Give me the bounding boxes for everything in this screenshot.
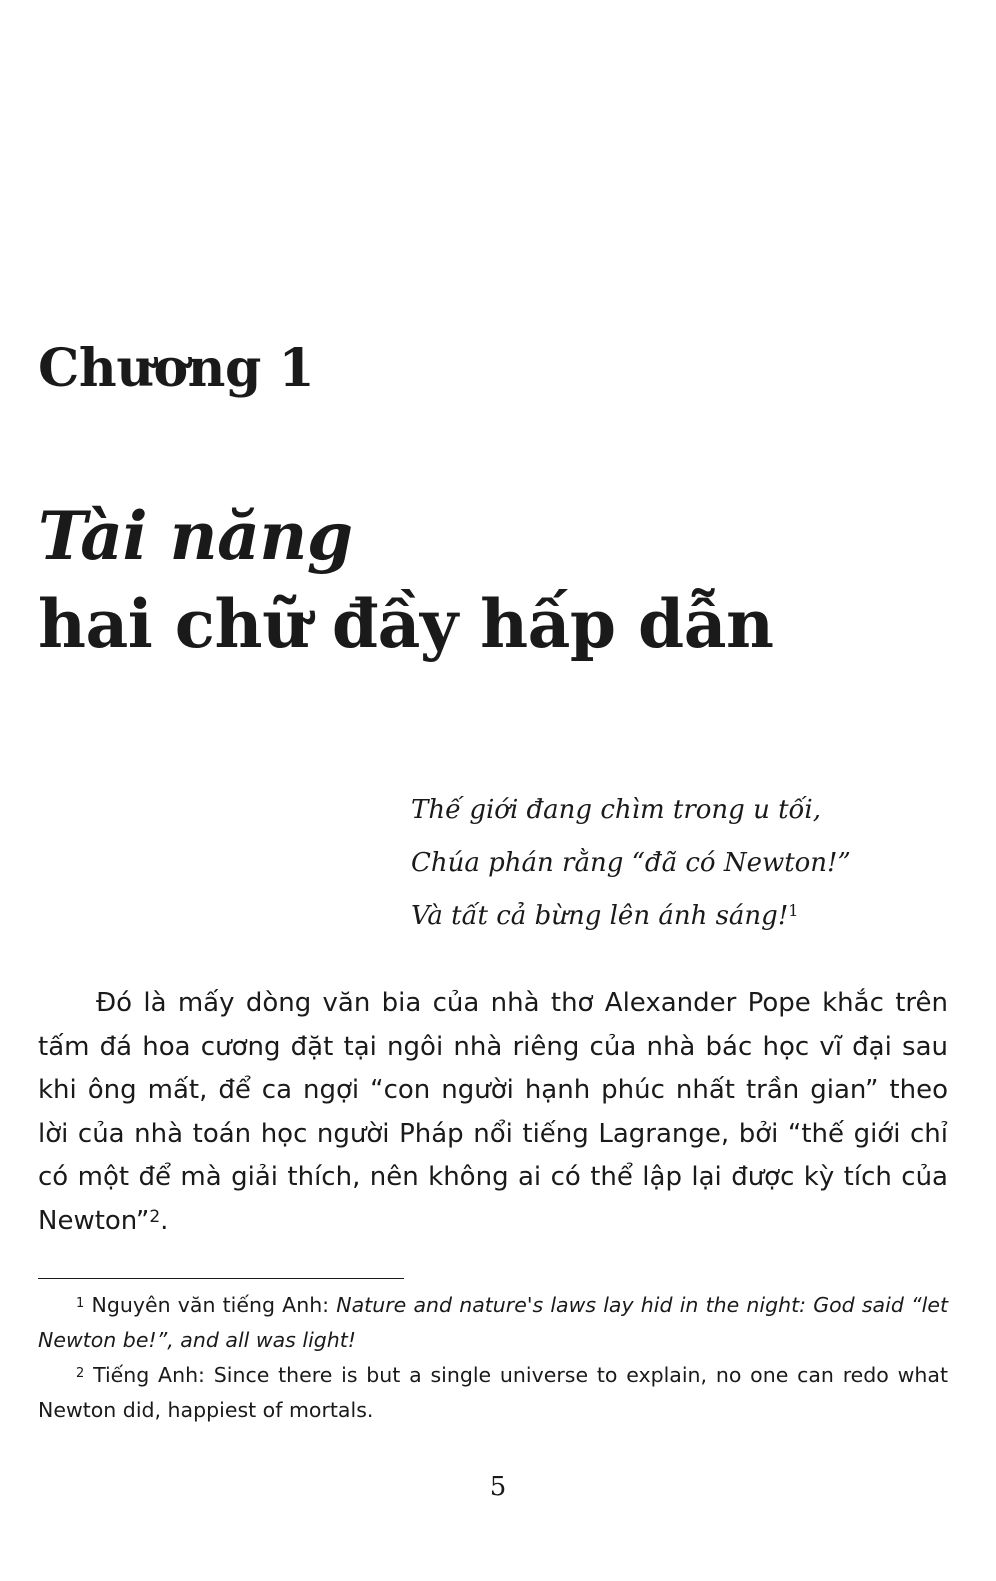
body-paragraph-end: . [160,1205,169,1236]
footnotes [38,1288,948,1428]
footnote-1-text: Nature and nature's laws lay hid in the night: God said “let Newton be!”, and all was light! [38,1293,948,1352]
footnote-ref-2[interactable]: 2 [149,1206,161,1227]
chapter-label: Chương 1 [38,338,315,399]
chapter-title-line-1: Tài năng [38,497,353,575]
page-number: 5 [489,1472,507,1502]
epigraph-line-3 [411,890,851,943]
footnote-2-text: Since there is but a single universe to explain, no one can redo what Newton did, happiest of mortals. [38,1363,948,1422]
body-paragraph [38,982,948,1243]
epigraph [411,784,851,943]
epigraph-line-2: Chúa phán rằng “đã có Newton!” [411,848,851,878]
chapter-title-line-2: hai chữ đầy hấp dẫn [38,585,774,663]
footnote-1-prefix: Nguyên văn tiếng Anh: [91,1293,337,1317]
footnote-2 [38,1358,948,1428]
epigraph-line-3-text: Và tất cả bừng lên ánh sáng! [411,901,789,931]
footnote-1-number: 1 [76,1296,85,1311]
footnote-2-number: 2 [76,1366,85,1381]
footnote-2-prefix: Tiếng Anh: [93,1363,214,1387]
footnote-1 [38,1288,948,1358]
epigraph-line-1: Thế giới đang chìm trong u tối, [411,795,822,825]
chapter-title [38,492,773,668]
footnote-ref-1[interactable]: 1 [788,901,799,920]
body-paragraph-text: Đó là mấy dòng văn bia của nhà thơ Alexander Pope khắc trên tấm đá hoa cương đặt tại ngôi nhà riêng của nhà bác học vĩ đại sau khi ông mất, để ca ngợi “con người hạnh phúc nhất trần gian” theo lời của nhà toán học người Pháp nổi tiếng Lagrange, bởi “thế giới chỉ có một để mà giải thích, nên không ai có thể lập lại được kỳ tích của Newton” [38,988,948,1236]
footnote-separator [38,1278,404,1279]
